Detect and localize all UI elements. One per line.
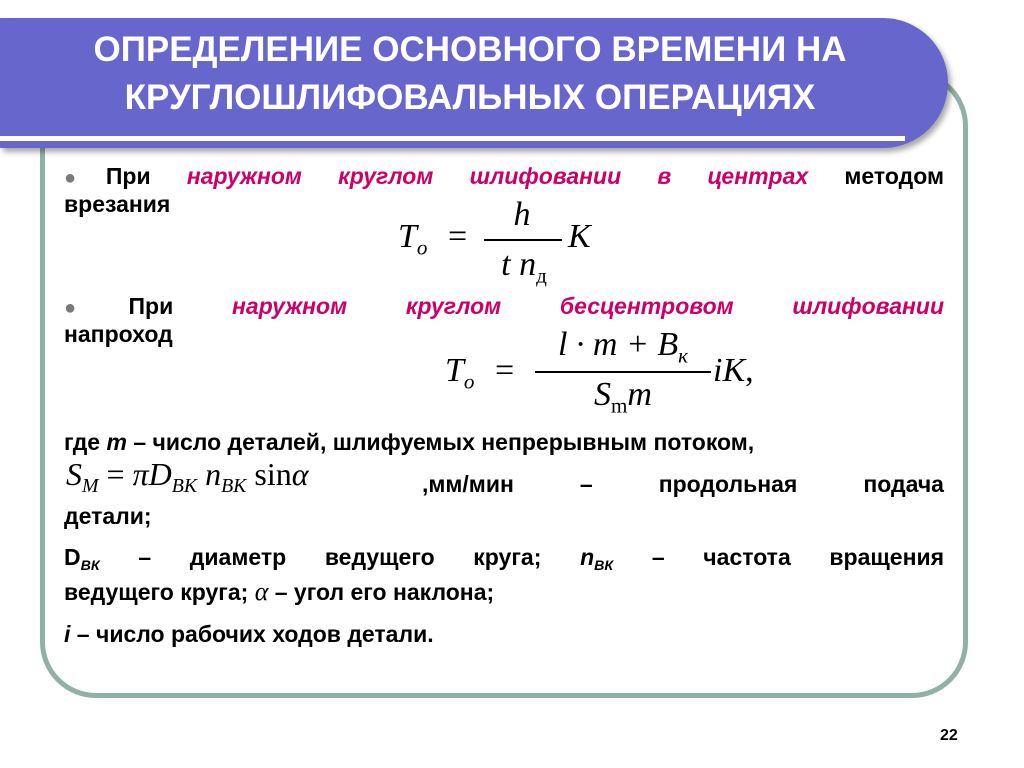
bullet-2-lead: При [128,293,174,319]
formula-1-denominator [484,246,564,288]
bullet-2-line-2-text: напроход [64,321,173,347]
bullet-marker-icon: ● [64,297,129,319]
feed-sin: sin [254,456,292,492]
feed-word-feed: подача [863,471,944,497]
feed-n: n [205,456,222,492]
defs-line-1 [64,543,944,580]
formula-2-lhs [445,352,474,394]
formula-1-K: K [568,218,591,255]
formula-2-denominator [533,376,713,418]
slide-title [0,26,940,122]
formula-1-numerator: h [513,196,531,233]
formula-main-time-throughfeed [445,326,785,422]
bullet-2-emphasis: наружном круглом бесцентровом шлифовании [232,293,945,319]
feed-S: S [66,456,82,492]
feed-sub-M: M [82,474,99,497]
i-symbol: i [64,621,71,647]
formula-2-equals: = [495,352,515,389]
formula-1-n: n [519,246,537,283]
d-vk-symbol [64,544,100,574]
passes-line [64,620,944,648]
defs-line-2 [64,578,944,606]
formula-2-tail [713,352,754,390]
formula-1-T: T [398,218,417,255]
feed-line-2-text: детали; [64,503,152,529]
d-vk-text: – диаметр ведущего круга; [138,544,542,570]
formula-feed [66,456,309,498]
formula-1-sub-d: д [536,263,547,288]
formula-2-numerator [533,326,713,368]
formula-1-fraction-bar [484,239,562,241]
title-line-2: КРУГЛОШЛИФОВАЛЬНЫХ ОПЕРАЦИЯХ [124,78,816,117]
where-m-line [64,428,944,456]
formula-2-sub-o: o [463,369,475,394]
feed-equals: = [106,456,125,492]
alpha-symbol: α [254,577,269,606]
bullet-1-emphasis: наружном круглом шлифовании в центрах [186,163,809,189]
feed-D: D [148,456,172,492]
formula-2-numerator-text: l · m + B [557,326,679,363]
feed-pi: π [132,456,149,492]
feed-sub-BK-2: BK [221,474,247,497]
title-underline [0,136,905,141]
feed-sub-BK-1: BK [171,474,198,497]
n-symbol: n [580,544,595,570]
d-sub-vk: ВК [80,557,100,574]
n-vk-symbol [580,544,614,574]
feed-dash: – [579,471,593,497]
bullet-2-line-1 [64,292,944,322]
formula-2-T: T [445,352,464,389]
formula-2-sub-m: m [611,393,628,418]
feed-word-longitudinal: продольная [658,471,798,497]
formula-1-equals: = [448,218,468,255]
defs-line-2-text: ведущего круга; [64,579,249,605]
feed-units: ,мм/мин [422,471,514,497]
formula-2-m: m [627,376,652,413]
where-m-text: – число деталей, шлифуемых непрерывным потоком, [133,429,755,455]
feed-desc-line-1 [422,470,944,498]
formula-2-comma: , [745,352,754,389]
page-number: 22 [940,727,958,744]
d-symbol: D [64,544,81,570]
formula-2-S: S [594,376,612,413]
formula-1-t: t [501,246,511,283]
n-vk-text: – частота вращения [651,544,945,570]
formula-2-fraction-bar [535,371,711,373]
bullet-marker-icon: ● [64,167,106,189]
formula-main-time-plunge [398,196,608,290]
feed-alpha: α [291,456,309,492]
formula-2-sub-k: к [678,343,689,368]
feed-desc-line-2 [64,502,944,530]
bullet-1-tail: методом [844,163,944,189]
bullet-1-lead: При [105,163,151,189]
title-line-1: ОПРЕДЕЛЕНИЕ ОСНОВНОГО ВРЕМЕНИ НА [93,30,847,69]
formula-2-iK: iK [713,352,746,389]
where-m-symbol: m [106,429,127,455]
bullet-1-line-1 [64,162,944,192]
formula-1-lhs [398,218,427,260]
bullet-1-line-2-text: врезания [64,191,171,217]
alpha-text: – угол его наклона; [274,579,495,605]
passes-text: – число рабочих ходов детали. [76,621,434,647]
n-sub-vk: ВК [594,557,614,574]
formula-1-sub-o: o [416,235,428,260]
where-lead: где [64,429,101,455]
